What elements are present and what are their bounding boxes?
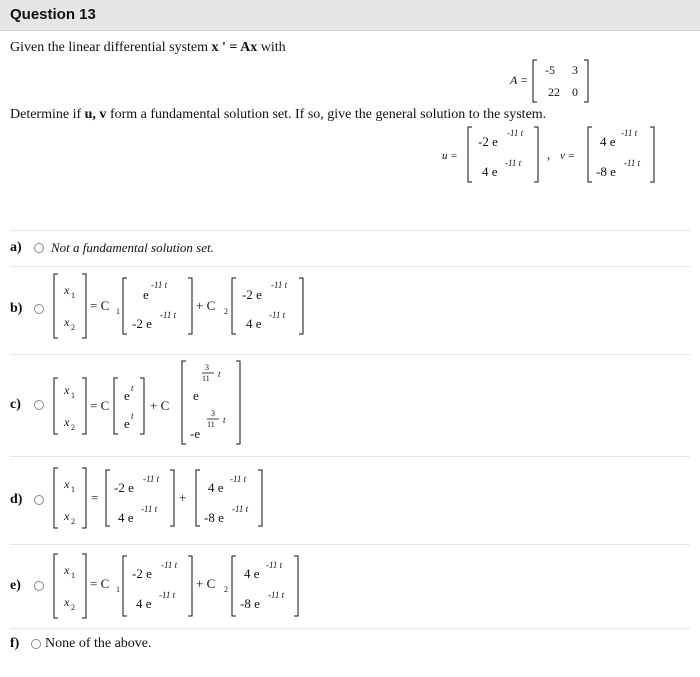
svg-text:-11 t: -11 t	[143, 474, 160, 484]
svg-text:-11 t: -11 t	[230, 474, 247, 484]
option-f-label: f)	[10, 636, 20, 651]
option-b-radio[interactable]	[34, 304, 44, 314]
eq-c1: = C	[90, 298, 110, 313]
v-label: v =	[560, 150, 576, 162]
svg-text:1: 1	[71, 391, 75, 400]
d-bot2: -8 e	[204, 510, 224, 525]
option-c-label: c)	[10, 397, 21, 412]
svg-text:-11 t: -11 t	[269, 310, 286, 320]
equation: x ' = Ax	[211, 40, 258, 55]
comma: ,	[547, 147, 551, 162]
svg-text:-11 t: -11 t	[271, 280, 288, 290]
matrix-a-21: 22	[548, 85, 560, 99]
matrix-a-11: -5	[545, 63, 555, 77]
b-bot1: -2 e	[132, 316, 152, 331]
svg-text:x: x	[64, 383, 70, 397]
matrix-a-12: 3	[572, 63, 578, 77]
d-top1: -2 e	[114, 480, 134, 495]
svg-text:1: 1	[71, 485, 75, 494]
u-label: u =	[442, 150, 458, 162]
option-e-radio[interactable]	[34, 581, 44, 591]
matrix-a-label: A =	[510, 73, 529, 87]
svg-text:-11 t: -11 t	[159, 590, 176, 600]
svg-text:1: 1	[116, 585, 120, 594]
option-e-equation	[50, 550, 310, 622]
option-e-label: e)	[10, 578, 21, 593]
eq-c1: = C	[90, 576, 110, 591]
x2: x	[64, 315, 70, 329]
svg-text:2: 2	[71, 323, 75, 332]
svg-text:x: x	[64, 415, 70, 429]
option-f-radio[interactable]	[31, 639, 41, 649]
plus: +	[179, 490, 187, 505]
d-top2: 4 e	[208, 480, 224, 495]
svg-text:t: t	[131, 383, 134, 393]
option-d-radio[interactable]	[34, 495, 44, 505]
svg-text:-11 t: -11 t	[266, 560, 283, 570]
v-top-exp: -11 t	[621, 128, 638, 138]
e-bot1: 4 e	[136, 596, 152, 611]
u-bottom: 4 e	[482, 164, 498, 179]
matrix-a-22: 0	[572, 85, 578, 99]
svg-text:-11 t: -11 t	[160, 310, 177, 320]
option-f-text: None of the above.	[45, 636, 152, 651]
svg-text:2: 2	[71, 603, 75, 612]
d-bot1: 4 e	[118, 510, 134, 525]
x1: x	[64, 283, 70, 297]
question-header	[0, 0, 700, 31]
v-bottom-exp: -11 t	[624, 158, 641, 168]
option-d-equation	[50, 462, 280, 534]
svg-text:x: x	[64, 509, 70, 523]
svg-text:e: e	[124, 388, 130, 403]
svg-text:t: t	[218, 369, 221, 379]
svg-text:-11 t: -11 t	[268, 590, 285, 600]
option-c-radio[interactable]	[34, 400, 44, 410]
svg-text:2: 2	[71, 517, 75, 526]
svg-text:2: 2	[224, 307, 228, 316]
option-a-label: a)	[10, 240, 22, 255]
plus-c2: + C	[196, 298, 216, 313]
svg-text:2: 2	[224, 585, 228, 594]
option-b-label: b)	[10, 301, 23, 316]
svg-text:11: 11	[202, 374, 210, 383]
svg-text:1: 1	[116, 307, 120, 316]
b-bot2: 4 e	[246, 316, 262, 331]
separator	[10, 354, 690, 355]
svg-text:1: 1	[71, 571, 75, 580]
svg-text:-11 t: -11 t	[141, 504, 158, 514]
svg-text:-11 t: -11 t	[151, 280, 168, 290]
b-top1: e	[143, 287, 149, 302]
svg-text:e: e	[193, 388, 199, 403]
separator	[10, 544, 690, 545]
question-prompt: Given the linear differential system x ' = Ax with	[10, 40, 286, 55]
u-top-exp: -11 t	[507, 128, 524, 138]
svg-text:2: 2	[71, 423, 75, 432]
e-top1: -2 e	[132, 566, 152, 581]
svg-text:e: e	[124, 416, 130, 431]
option-c-equation	[50, 358, 250, 448]
separator	[10, 266, 690, 267]
question-title: Question 13	[10, 6, 96, 23]
eq-c: = C	[90, 398, 110, 413]
eq: =	[91, 490, 99, 505]
e-bot2: -8 e	[240, 596, 260, 611]
separator	[10, 456, 690, 457]
svg-text:x: x	[64, 595, 70, 609]
separator	[10, 230, 690, 231]
svg-text:t: t	[223, 415, 226, 425]
matrix-a	[500, 55, 600, 105]
plus-c: + C	[150, 398, 170, 413]
u-top: -2 e	[478, 134, 498, 149]
option-b-equation	[50, 270, 310, 342]
separator	[10, 628, 690, 629]
svg-text:3: 3	[205, 363, 209, 372]
svg-text:11: 11	[207, 420, 215, 429]
svg-text:-11 t: -11 t	[232, 504, 249, 514]
v-bottom: -8 e	[596, 164, 616, 179]
uv-vectors	[440, 124, 670, 186]
svg-text:x: x	[64, 477, 70, 491]
svg-text:-e: -e	[190, 426, 201, 441]
option-a-radio[interactable]	[34, 243, 44, 253]
v-top: 4 e	[600, 134, 616, 149]
svg-text:-11 t: -11 t	[161, 560, 178, 570]
svg-text:t: t	[131, 411, 134, 421]
plus-c2: + C	[196, 576, 216, 591]
option-d-label: d)	[10, 492, 23, 507]
question-instruction: Determine if u, v form a fundamental solution set. If so, give the general solution to the system.	[10, 107, 547, 122]
b-top2: -2 e	[242, 287, 262, 302]
option-a-text: Not a fundamental solution set.	[51, 240, 214, 255]
svg-text:1: 1	[71, 291, 75, 300]
e-top2: 4 e	[244, 566, 260, 581]
svg-text:x: x	[64, 563, 70, 577]
svg-text:3: 3	[211, 409, 215, 418]
u-bottom-exp: -11 t	[505, 158, 522, 168]
